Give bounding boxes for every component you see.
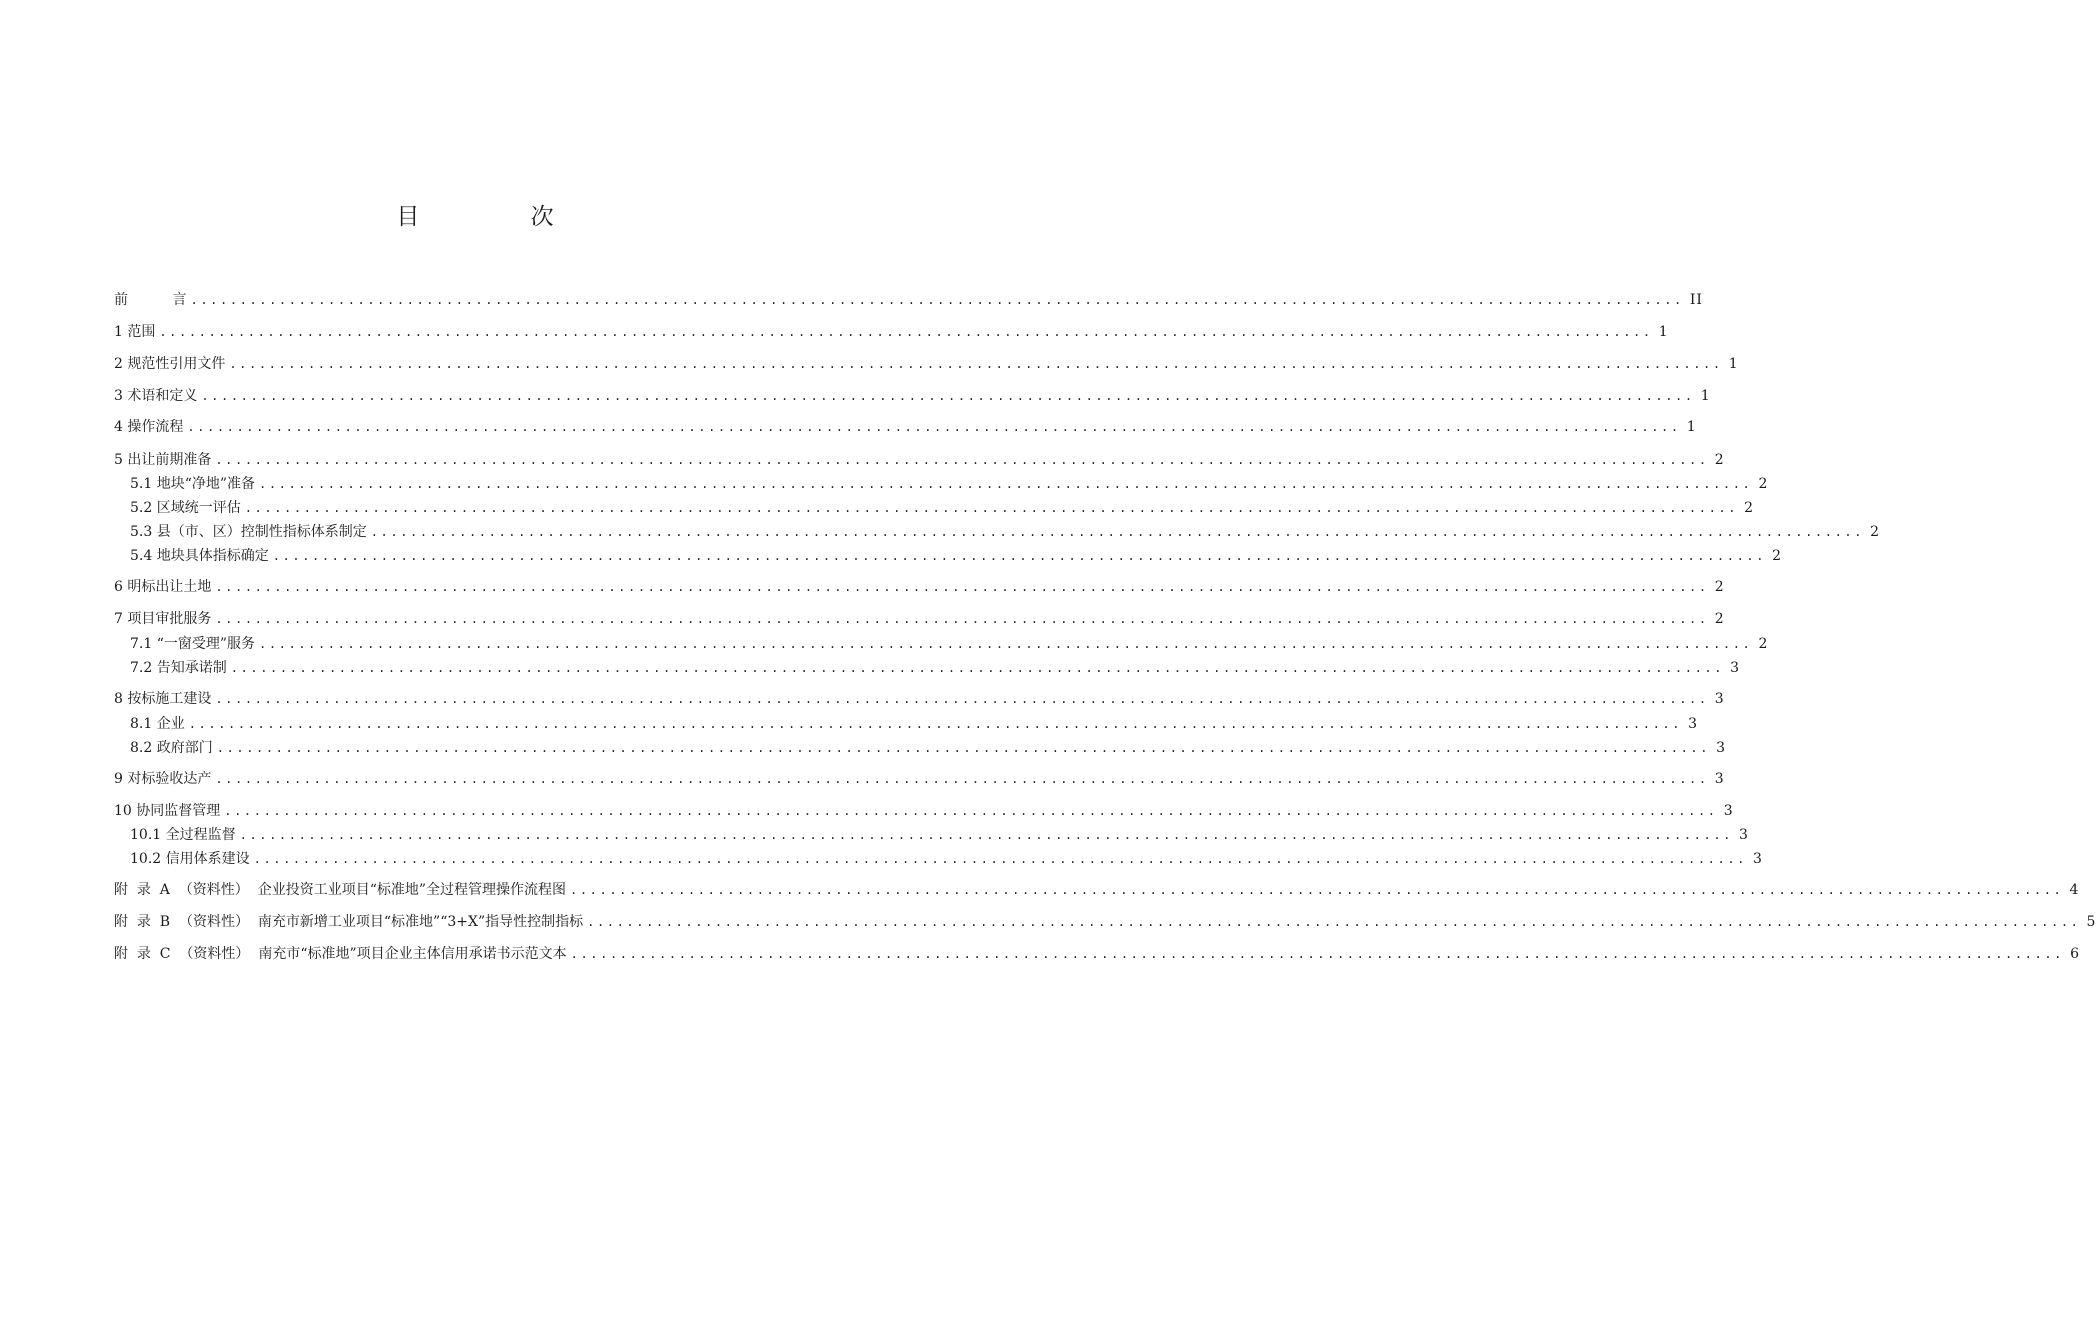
toc-entry-appendix-a[interactable] <box>114 878 2080 900</box>
toc-leader-dots: ........................................................................................................................................................ <box>215 453 1709 467</box>
toc-label: 6 明标出让土地 <box>114 579 212 595</box>
toc-label: 10 协同监督管理 <box>114 803 221 819</box>
toc-label: 7.1 “一窗受理”服务 <box>130 636 256 652</box>
toc-label: 4 操作流程 <box>114 419 184 435</box>
toc-entry-5[interactable] <box>114 448 1725 470</box>
toc-label: 8.1 企业 <box>130 716 185 732</box>
toc-label: 前 言 <box>114 292 187 308</box>
toc-page-number: 3 <box>1730 660 1741 676</box>
toc-entry-3[interactable] <box>114 384 1711 406</box>
toc-page-number: 2 <box>1714 579 1725 595</box>
toc-entry-7-1[interactable] <box>130 632 1769 654</box>
toc-leader-dots: ........................................................................................................................................................ <box>272 549 1767 563</box>
toc-entry-6[interactable] <box>114 575 1725 597</box>
toc-entry-8-1[interactable] <box>130 712 1699 734</box>
toc-label: 9 对标验收达产 <box>114 771 212 787</box>
toc-entry-8[interactable] <box>114 687 1725 709</box>
toc-leader-dots: ........................................................................................................................................................ <box>253 852 1747 866</box>
toc-entry-10[interactable] <box>114 799 1734 821</box>
toc-entry-4[interactable] <box>114 415 1697 437</box>
toc-page-number: II <box>1689 292 1703 308</box>
toc-entry-10-1[interactable] <box>130 823 1749 845</box>
toc-leader-dots: ........................................................................................................................................................ <box>201 389 1695 403</box>
toc-leader-dots: ........................................................................................................................................................ <box>229 357 1723 371</box>
toc-page-number: 2 <box>1758 636 1769 652</box>
toc-leader-dots: ........................................................................................................................................................ <box>159 325 1653 339</box>
toc-label: 5.4 地块具体指标确定 <box>130 548 269 564</box>
toc-entry-appendix-b[interactable] <box>114 910 2096 932</box>
toc-label: 1 范围 <box>114 324 156 340</box>
toc-page-number: 2 <box>1772 548 1783 564</box>
toc-entry-appendix-c[interactable] <box>114 942 2080 964</box>
page-title: 目 次 <box>396 204 606 230</box>
toc-label: 附 录 B （资料性） 南充市新增工业项目“标准地”“3+X”指导性控制指标 <box>114 914 584 930</box>
toc-page-number: 6 <box>2070 946 2080 962</box>
toc-entry-7[interactable] <box>114 607 1725 629</box>
toc-leader-dots: ........................................................................................................................................................ <box>570 883 2064 897</box>
toc-page-number: 3 <box>1753 851 1763 867</box>
toc-leader-dots: ........................................................................................................................................................ <box>190 293 1684 307</box>
toc-entry-5-4[interactable] <box>130 544 1783 566</box>
toc-page-number: 5 <box>2086 914 2096 930</box>
toc-leader-dots: ........................................................................................................................................................ <box>216 741 1711 755</box>
toc-page-number: 1 <box>1658 324 1669 340</box>
toc-leader-dots: ........................................................................................................................................................ <box>244 501 1739 515</box>
toc-leader-dots: ........................................................................................................................................................ <box>187 420 1681 434</box>
toc-entry-5-1[interactable] <box>130 472 1769 494</box>
toc-leader-dots: ........................................................................................................................................................ <box>188 717 1683 731</box>
toc-leader-dots: ........................................................................................................................................................ <box>215 612 1709 626</box>
toc-page-number: 1 <box>1686 419 1697 435</box>
toc-label: 2 规范性引用文件 <box>114 356 226 372</box>
toc-label: 7.2 告知承诺制 <box>130 660 227 676</box>
toc-label: 附 录 C （资料性） 南充市“标准地”项目企业主体信用承诺书示范文本 <box>114 946 567 962</box>
toc-label: 5.3 县（市、区）控制性指标体系制定 <box>130 524 367 540</box>
toc-label: 5.2 区域统一评估 <box>130 500 241 516</box>
toc-page-number: 3 <box>1723 803 1734 819</box>
toc-label: 10.1 全过程监督 <box>130 827 236 843</box>
toc-label: 3 术语和定义 <box>114 388 198 404</box>
toc-page-number: 3 <box>1716 740 1727 756</box>
toc-page-number: 2 <box>1758 476 1769 492</box>
toc-entry-9[interactable] <box>114 767 1725 789</box>
toc-entry-8-2[interactable] <box>130 736 1727 758</box>
toc-leader-dots: ........................................................................................................................................................ <box>239 828 1733 842</box>
toc-entry-5-2[interactable] <box>130 496 1755 518</box>
toc-entry-5-3[interactable] <box>130 520 1881 542</box>
toc-leader-dots: ........................................................................................................................................................ <box>215 772 1709 786</box>
toc-leader-dots: ........................................................................................................................................................ <box>259 637 1753 651</box>
toc-label: 7 项目审批服务 <box>114 611 212 627</box>
toc-page-number: 2 <box>1744 500 1755 516</box>
toc-leader-dots: ........................................................................................................................................................ <box>215 692 1709 706</box>
toc-page-number: 1 <box>1700 388 1711 404</box>
toc-leader-dots: ........................................................................................................................................................ <box>570 947 2064 961</box>
toc-page-number: 2 <box>1714 452 1725 468</box>
toc-page-number: 1 <box>1728 356 1739 372</box>
toc-page-number: 3 <box>1688 716 1699 732</box>
toc-leader-dots: ........................................................................................................................................................ <box>224 804 1718 818</box>
toc-leader-dots: ........................................................................................................................................................ <box>370 525 1865 539</box>
toc-label: 5 出让前期准备 <box>114 452 212 468</box>
toc-page-number: 4 <box>2069 882 2080 898</box>
toc-entry-7-2[interactable] <box>130 656 1741 678</box>
toc-page-number: 3 <box>1739 827 1749 843</box>
toc-label: 10.2 信用体系建设 <box>130 851 250 867</box>
toc-page-number: 3 <box>1714 691 1725 707</box>
toc-page-number: 3 <box>1714 771 1725 787</box>
toc-entry-10-2[interactable] <box>130 847 1763 869</box>
toc-page-number: 2 <box>1870 524 1881 540</box>
toc-entry-1[interactable] <box>114 320 1669 342</box>
toc-page-number: 2 <box>1714 611 1725 627</box>
toc-leader-dots: ........................................................................................................................................................ <box>587 915 2081 929</box>
toc-leader-dots: ........................................................................................................................................................ <box>230 661 1725 675</box>
toc-label: 8 按标施工建设 <box>114 691 212 707</box>
toc-entry-foreword[interactable] <box>114 288 1703 310</box>
toc-leader-dots: ........................................................................................................................................................ <box>215 580 1709 594</box>
toc-leader-dots: ........................................................................................................................................................ <box>259 477 1753 491</box>
toc-label: 5.1 地块“净地”准备 <box>130 476 256 492</box>
toc-entry-2[interactable] <box>114 352 1739 374</box>
toc-label: 附 录 A （资料性） 企业投资工业项目“标准地”全过程管理操作流程图 <box>114 882 567 898</box>
toc-label: 8.2 政府部门 <box>130 740 213 756</box>
